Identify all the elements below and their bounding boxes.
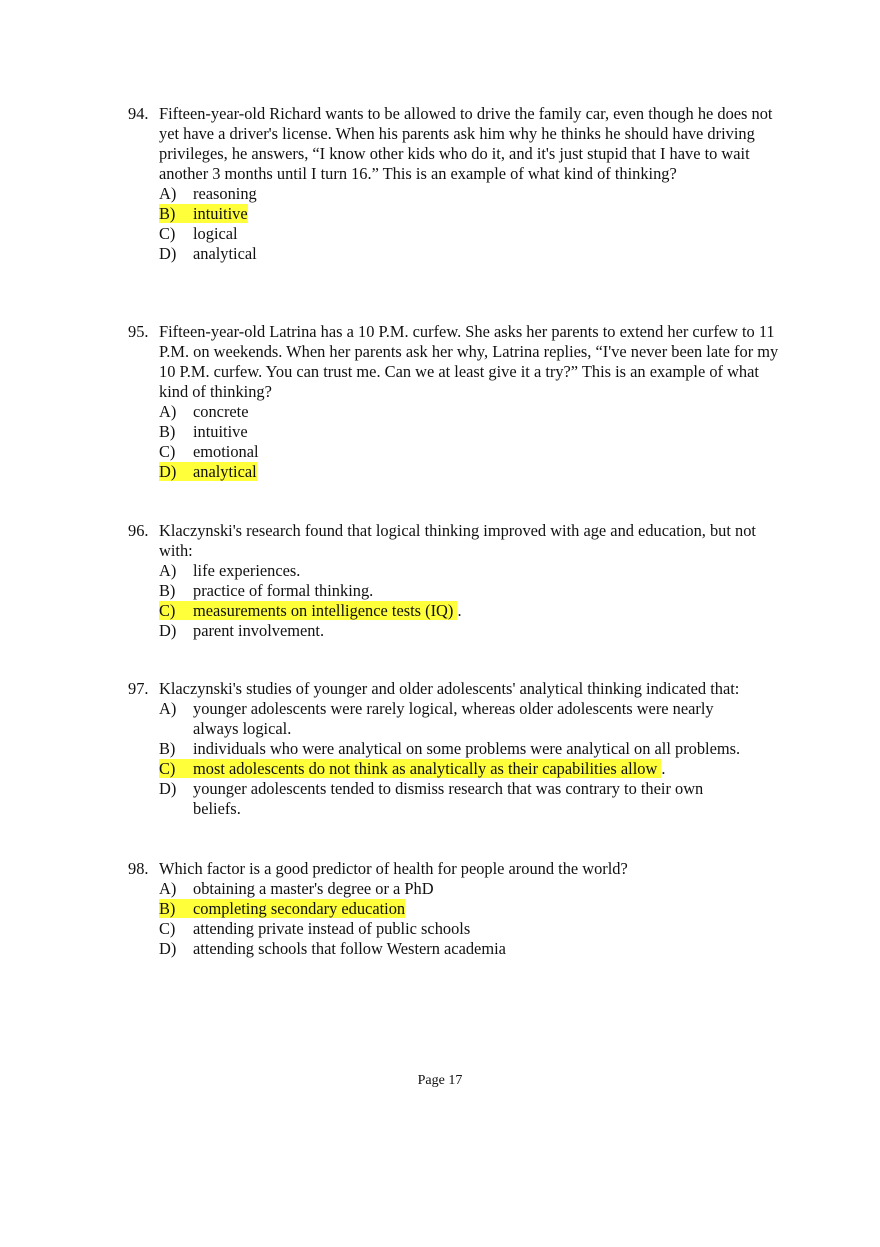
option-letter: A)	[159, 184, 177, 203]
question-stem-line	[128, 859, 788, 879]
question-97	[128, 679, 788, 819]
question-stem: Fifteen-year-old Richard wants to be allowed to drive the family car, even though he does not yet have a driver's license. When his parents ask him why he thinks he should have driving privileges, he answers, “I know other kids who do it, and it's just stupid that I have to wait another 3 months until I turn 16.” This is an example of what kind of thinking?	[159, 104, 773, 183]
option-d	[159, 939, 788, 959]
option-letter: B)	[159, 422, 176, 441]
question-stem: Klaczynski's research found that logical thinking improved with age and education, but not with:	[159, 521, 756, 560]
option-text: completing secondary education	[193, 899, 406, 918]
option-suffix: .	[661, 759, 666, 778]
option-letter: B)	[159, 739, 176, 758]
option-c	[159, 442, 788, 462]
option-d	[159, 621, 788, 641]
question-stem-line	[128, 679, 788, 699]
option-text: practice of formal thinking.	[193, 581, 374, 600]
option-a	[159, 184, 788, 204]
answer-highlight	[159, 899, 405, 918]
option-d	[159, 779, 753, 819]
option-a	[159, 699, 753, 739]
option-text: measurements on intelligence tests (IQ)	[193, 601, 454, 620]
option-letter: C)	[159, 759, 176, 778]
answer-highlight	[159, 462, 257, 481]
option-text: parent involvement.	[193, 621, 325, 640]
option-text: attending private instead of public schools	[193, 919, 471, 938]
option-c-highlighted	[159, 601, 788, 621]
option-letter: B)	[159, 899, 176, 918]
option-letter: A)	[159, 561, 177, 580]
question-stem-line	[128, 104, 788, 184]
question-96	[128, 521, 788, 641]
question-94	[128, 104, 788, 264]
option-letter: D)	[159, 621, 177, 640]
option-text: attending schools that follow Western academia	[193, 939, 506, 958]
option-b	[159, 422, 788, 442]
option-suffix: .	[457, 601, 462, 620]
option-text: intuitive	[193, 204, 248, 223]
option-c-highlighted	[159, 759, 813, 779]
option-c	[159, 224, 788, 244]
option-d-highlighted	[159, 462, 788, 482]
option-letter: B)	[159, 581, 176, 600]
question-number: 97.	[128, 679, 149, 698]
option-a	[159, 879, 788, 899]
option-text: younger adolescents tended to dismiss research that was contrary to their own beliefs.	[193, 779, 704, 818]
question-number: 98.	[128, 859, 149, 878]
question-95	[128, 322, 788, 482]
option-letter: C)	[159, 601, 176, 620]
option-text: most adolescents do not think as analytically as their capabilities allow	[193, 759, 658, 778]
option-letter: C)	[159, 919, 176, 938]
option-b	[159, 739, 813, 759]
option-text: obtaining a master's degree or a PhD	[193, 879, 434, 898]
question-stem-line	[128, 521, 788, 561]
page-number: Page 17	[417, 1073, 463, 1088]
question-stem: Fifteen-year-old Latrina has a 10 P.M. curfew. She asks her parents to extend her curfew to 11 P.M. on weekends. When her parents ask her why, Latrina replies, “I've never been late for my 10 P.M. curfew. You can trust me. Can we at least give it a try?” This is an example of what kind of thinking?	[159, 322, 779, 401]
option-b	[159, 581, 788, 601]
question-stem: Which factor is a good predictor of health for people around the world?	[159, 859, 628, 878]
option-d	[159, 244, 788, 264]
option-letter: B)	[159, 204, 176, 223]
option-text: younger adolescents were rarely logical, whereas older adolescents were nearly always logical.	[193, 699, 714, 738]
option-text: analytical	[193, 462, 257, 481]
option-c	[159, 919, 788, 939]
option-letter: D)	[159, 939, 177, 958]
option-text: reasoning	[193, 184, 257, 203]
option-text: emotional	[193, 442, 259, 461]
option-letter: D)	[159, 244, 177, 263]
option-letter: C)	[159, 442, 176, 461]
option-text: intuitive	[193, 422, 248, 441]
question-number: 94.	[128, 104, 149, 123]
answer-highlight	[159, 601, 457, 620]
option-b-highlighted	[159, 204, 788, 224]
option-letter: D)	[159, 779, 177, 798]
option-letter: A)	[159, 879, 177, 898]
question-98	[128, 859, 788, 959]
option-b-highlighted	[159, 899, 788, 919]
option-text: logical	[193, 224, 238, 243]
option-letter: C)	[159, 224, 176, 243]
option-letter: D)	[159, 462, 177, 481]
question-stem-line	[128, 322, 788, 402]
question-number: 95.	[128, 322, 149, 341]
question-number: 96.	[128, 521, 149, 540]
option-a	[159, 402, 788, 422]
option-letter: A)	[159, 402, 177, 421]
option-text: analytical	[193, 244, 257, 263]
option-letter: A)	[159, 699, 177, 718]
answer-highlight	[159, 759, 661, 778]
option-text: concrete	[193, 402, 249, 421]
option-text: life experiences.	[193, 561, 301, 580]
option-a	[159, 561, 788, 581]
answer-highlight	[159, 204, 248, 223]
question-stem: Klaczynski's studies of younger and older adolescents' analytical thinking indicated that:	[159, 679, 740, 698]
option-text: individuals who were analytical on some problems were analytical on all problems.	[193, 739, 741, 758]
